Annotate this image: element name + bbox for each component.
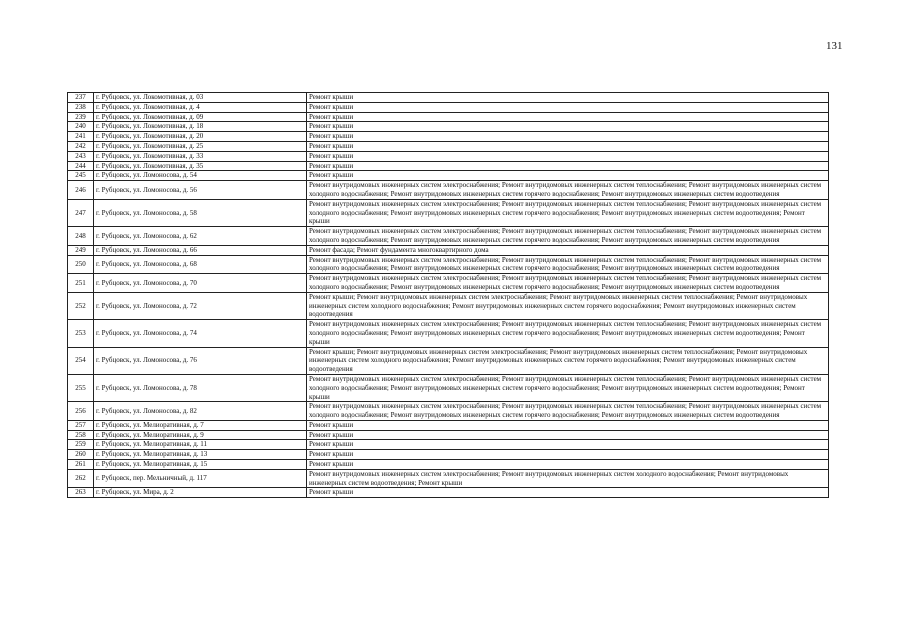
work-cell: Ремонт внутридомовых инженерных систем электроснабжения; Ремонт внутридомовых инженерных систем теплоснабжения; Ремонт внутридомовых инженерных систем холодного водоснабжения; Ремонт внутридомовых инженерных систем горячего водоснабжения; Ремонт внутридомовых инженерных систем водоотведения: [307, 255, 829, 274]
address-cell: г. Рубцовск, ул. Ломоносова, д. 58: [94, 199, 307, 226]
row-number: 251: [68, 274, 94, 293]
row-number: 242: [68, 141, 94, 151]
table-row: [68, 227, 829, 246]
table-row: [68, 161, 829, 171]
address-cell: г. Рубцовск, ул. Мелиоративная, д. 9: [94, 430, 307, 440]
work-cell: Ремонт крыши: [307, 102, 829, 112]
address-cell: г. Рубцовск, ул. Локомотивная, д. 33: [94, 151, 307, 161]
table-row: [68, 440, 829, 450]
row-number: 250: [68, 255, 94, 274]
address-cell: г. Рубцовск, ул. Ломоносова, д. 66: [94, 245, 307, 255]
work-cell: Ремонт крыши: [307, 460, 829, 470]
address-cell: г. Рубцовск, ул. Ломоносова, д. 54: [94, 171, 307, 181]
table-row: [68, 374, 829, 401]
table-row: [68, 112, 829, 122]
work-cell: Ремонт крыши: [307, 440, 829, 450]
table-row: [68, 469, 829, 488]
address-cell: г. Рубцовск, ул. Ломоносова, д. 76: [94, 347, 307, 374]
row-number: 248: [68, 227, 94, 246]
address-cell: г. Рубцовск, ул. Локомотивная, д. 09: [94, 112, 307, 122]
row-number: 253: [68, 320, 94, 347]
row-number: 263: [68, 488, 94, 498]
table-row: [68, 402, 829, 421]
row-number: 257: [68, 420, 94, 430]
address-cell: г. Рубцовск, пер. Мельничный, д. 117: [94, 469, 307, 488]
table-row: [68, 102, 829, 112]
address-cell: г. Рубцовск, ул. Ломоносова, д. 82: [94, 402, 307, 421]
row-number: 238: [68, 102, 94, 112]
address-cell: г. Рубцовск, ул. Ломоносова, д. 68: [94, 255, 307, 274]
table-row: [68, 151, 829, 161]
table-row: [68, 347, 829, 374]
row-number: 260: [68, 450, 94, 460]
table-row: [68, 181, 829, 200]
table-row: [68, 488, 829, 498]
address-cell: г. Рубцовск, ул. Ломоносова, д. 74: [94, 320, 307, 347]
table-row: [68, 245, 829, 255]
address-cell: г. Рубцовск, ул. Локомотивная, д. 20: [94, 132, 307, 142]
row-number: 255: [68, 374, 94, 401]
address-cell: г. Рубцовск, ул. Мелиоративная, д. 7: [94, 420, 307, 430]
table-row: [68, 460, 829, 470]
row-number: 246: [68, 181, 94, 200]
table-row: [68, 122, 829, 132]
work-cell: Ремонт крыши: [307, 122, 829, 132]
work-cell: Ремонт крыши: [307, 420, 829, 430]
work-cell: Ремонт крыши: [307, 151, 829, 161]
repair-table: [67, 92, 829, 498]
table-row: [68, 171, 829, 181]
address-cell: г. Рубцовск, ул. Локомотивная, д. 4: [94, 102, 307, 112]
row-number: 249: [68, 245, 94, 255]
table-row: [68, 320, 829, 347]
address-cell: г. Рубцовск, ул. Мелиоративная, д. 15: [94, 460, 307, 470]
row-number: 262: [68, 469, 94, 488]
address-cell: г. Рубцовск, ул. Локомотивная, д. 25: [94, 141, 307, 151]
work-cell: Ремонт крыши: [307, 450, 829, 460]
row-number: 243: [68, 151, 94, 161]
address-cell: г. Рубцовск, ул. Ломоносова, д. 78: [94, 374, 307, 401]
table-row: [68, 430, 829, 440]
work-cell: Ремонт крыши: [307, 141, 829, 151]
work-cell: Ремонт внутридомовых инженерных систем электроснабжения; Ремонт внутридомовых инженерных систем теплоснабжения; Ремонт внутридомовых инженерных систем холодного водоснабжения; Ремонт внутридомовых инженерных систем горячего водоснабжения; Ремонт внутридомовых инженерных систем водоотведения: [307, 181, 829, 200]
row-number: 258: [68, 430, 94, 440]
table-row: [68, 93, 829, 103]
table-row: [68, 255, 829, 274]
work-cell: Ремонт внутридомовых инженерных систем электроснабжения; Ремонт внутридомовых инженерных систем теплоснабжения; Ремонт внутридомовых инженерных систем холодного водоснабжения; Ремонт внутридомовых инженерных систем горячего водоснабжения; Ремонт внутридомовых инженерных систем водоотведения: [307, 227, 829, 246]
row-number: 245: [68, 171, 94, 181]
work-cell: Ремонт крыши: [307, 132, 829, 142]
work-cell: Ремонт внутридомовых инженерных систем электроснабжения; Ремонт внутридомовых инженерных систем теплоснабжения; Ремонт внутридомовых инженерных систем холодного водоснабжения; Ремонт внутридомовых инженерных систем горячего водоснабжения; Ремонт внутридомовых инженерных систем водоотведения: [307, 274, 829, 293]
work-cell: Ремонт крыши: [307, 430, 829, 440]
row-number: 252: [68, 292, 94, 319]
work-cell: Ремонт крыши: [307, 488, 829, 498]
table-row: [68, 141, 829, 151]
work-cell: Ремонт внутридомовых инженерных систем электроснабжения; Ремонт внутридомовых инженерных систем теплоснабжения; Ремонт внутридомовых инженерных систем холодного водоснабжения; Ремонт внутридомовых инженерных систем горячего водоснабжения; Ремонт внутридомовых инженерных систем водоотведения; Ремонт крыши: [307, 320, 829, 347]
work-cell: Ремонт крыши: [307, 93, 829, 103]
row-number: 254: [68, 347, 94, 374]
row-number: 241: [68, 132, 94, 142]
work-cell: Ремонт внутридомовых инженерных систем электроснабжения; Ремонт внутридомовых инженерных систем теплоснабжения; Ремонт внутридомовых инженерных систем холодного водоснабжения; Ремонт внутридомовых инженерных систем горячего водоснабжения; Ремонт внутридомовых инженерных систем водоотведения: [307, 402, 829, 421]
row-number: 261: [68, 460, 94, 470]
address-cell: г. Рубцовск, ул. Ломоносова, д. 72: [94, 292, 307, 319]
table-row: [68, 420, 829, 430]
work-cell: Ремонт внутридомовых инженерных систем электроснабжения; Ремонт внутридомовых инженерных систем холодного водоснабжения; Ремонт внутридомовых инженерных систем водоотведения; Ремонт крыши: [307, 469, 829, 488]
work-cell: Ремонт крыши; Ремонт внутридомовых инженерных систем электроснабжения; Ремонт внутридомовых инженерных систем теплоснабжения; Ремонт внутридомовых инженерных систем холодного водоснабжения; Ремонт внутридомовых инженерных систем горячего водоснабжения; Ремонт внутридомовых инженерных систем водоотведения: [307, 347, 829, 374]
address-cell: г. Рубцовск, ул. Ломоносова, д. 70: [94, 274, 307, 293]
work-cell: Ремонт крыши: [307, 112, 829, 122]
address-cell: г. Рубцовск, ул. Мелиоративная, д. 13: [94, 450, 307, 460]
page-number: 131: [826, 40, 843, 52]
row-number: 237: [68, 93, 94, 103]
table-row: [68, 292, 829, 319]
work-cell: Ремонт внутридомовых инженерных систем электроснабжения; Ремонт внутридомовых инженерных систем теплоснабжения; Ремонт внутридомовых инженерных систем холодного водоснабжения; Ремонт внутридомовых инженерных систем горячего водоснабжения; Ремонт внутридомовых инженерных систем водоотведения; Ремонт крыши: [307, 199, 829, 226]
table-row: [68, 274, 829, 293]
table-row: [68, 199, 829, 226]
address-cell: г. Рубцовск, ул. Мелиоративная, д. 11: [94, 440, 307, 450]
address-cell: г. Рубцовск, ул. Ломоносова, д. 62: [94, 227, 307, 246]
table-row: [68, 132, 829, 142]
table-body: [68, 93, 829, 498]
row-number: 240: [68, 122, 94, 132]
address-cell: г. Рубцовск, ул. Локомотивная, д. 18: [94, 122, 307, 132]
address-cell: г. Рубцовск, ул. Мира, д. 2: [94, 488, 307, 498]
row-number: 244: [68, 161, 94, 171]
address-cell: г. Рубцовск, ул. Локомотивная, д. 03: [94, 93, 307, 103]
row-number: 239: [68, 112, 94, 122]
work-cell: Ремонт фасада; Ремонт фундамента многоквартирного дома: [307, 245, 829, 255]
table-row: [68, 450, 829, 460]
row-number: 256: [68, 402, 94, 421]
work-cell: Ремонт крыши: [307, 171, 829, 181]
work-cell: Ремонт крыши; Ремонт внутридомовых инженерных систем электроснабжения; Ремонт внутридомовых инженерных систем теплоснабжения; Ремонт внутридомовых инженерных систем холодного водоснабжения; Ремонт внутридомовых инженерных систем горячего водоснабжения; Ремонт внутридомовых инженерных систем водоотведения: [307, 292, 829, 319]
row-number: 247: [68, 199, 94, 226]
work-cell: Ремонт внутридомовых инженерных систем электроснабжения; Ремонт внутридомовых инженерных систем теплоснабжения; Ремонт внутридомовых инженерных систем холодного водоснабжения; Ремонт внутридомовых инженерных систем горячего водоснабжения; Ремонт внутридомовых инженерных систем водоотведения; Ремонт крыши: [307, 374, 829, 401]
address-cell: г. Рубцовск, ул. Ломоносова, д. 56: [94, 181, 307, 200]
row-number: 259: [68, 440, 94, 450]
address-cell: г. Рубцовск, ул. Локомотивная, д. 35: [94, 161, 307, 171]
work-cell: Ремонт крыши: [307, 161, 829, 171]
